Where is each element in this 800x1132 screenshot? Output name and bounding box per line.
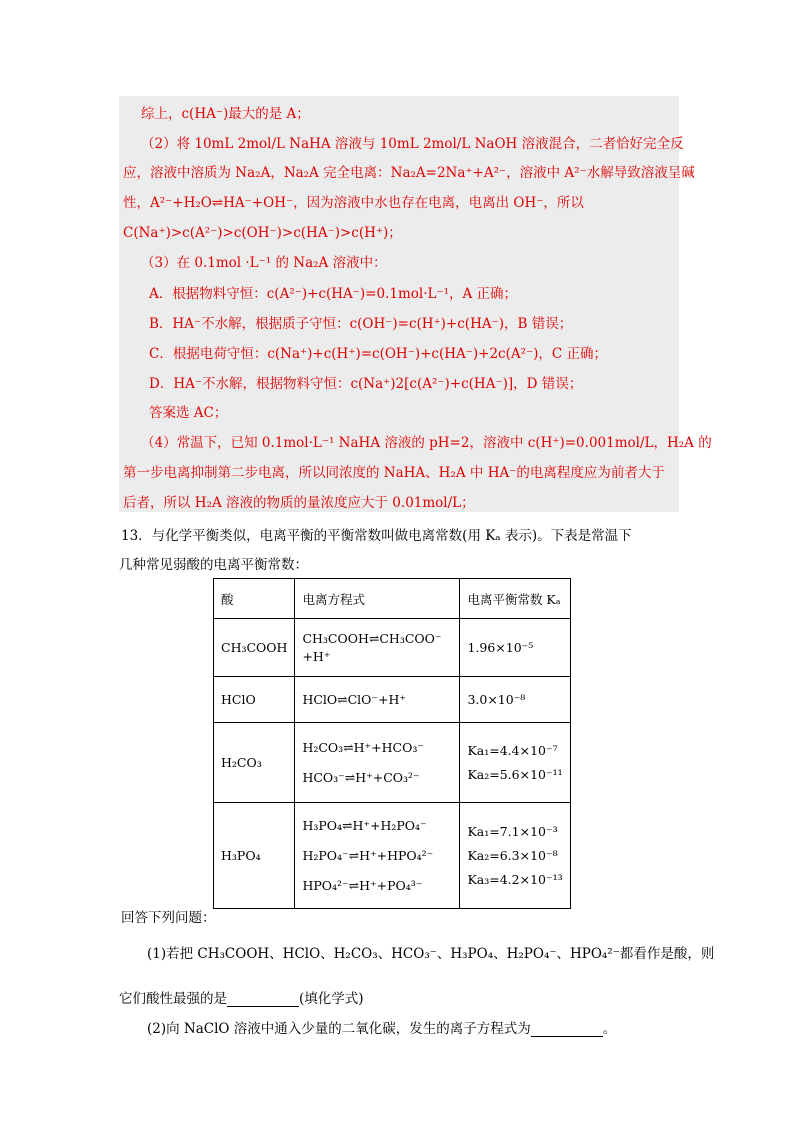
answer-line: C．根据电荷守恒：c(Na⁺)+c(H⁺)=c(OH⁻)+c(HA⁻)+2c(A²⁻)，C 正确； (149, 346, 608, 362)
equation-line: CH₃COOH⇌CH₃COO⁻ (302, 630, 442, 646)
equation-line: H₂CO₃⇌H⁺+HCO₃⁻ (302, 739, 424, 755)
equation-line: +H⁺ (302, 648, 331, 664)
sub-question-1-cont (119, 987, 364, 1007)
constant-line: Ka₁=4.4×10⁻⁷ (467, 742, 558, 758)
answer-blank-2[interactable] (531, 1022, 603, 1037)
constant-line: Ka₁=7.1×10⁻³ (467, 823, 558, 839)
sub-question-2-end: 。 (602, 1021, 617, 1037)
answer-line: 答案选 AC； (149, 405, 228, 421)
constant-line: Ka₂=6.3×10⁻⁸ (467, 847, 558, 863)
sub-question-1-text: 它们酸性最强的是 (119, 991, 227, 1007)
dissociation-constant-table (213, 578, 571, 909)
equation-line: H₂PO₄⁻⇌H⁺+HPO₄²⁻ (302, 847, 434, 863)
table-header-row (214, 579, 571, 619)
equation-line: H₃PO₄⇌H⁺+H₂PO₄⁻ (302, 817, 427, 833)
answer-line: （3）在 0.1mol ·L⁻¹ 的 Na₂A 溶液中： (141, 255, 387, 271)
constant-cell (460, 803, 570, 909)
constant-cell: 1.96×10⁻⁵ (460, 619, 570, 677)
sub-question-1: (1)若把 CH₃COOH、HClO、H₂CO₃、HCO₃⁻、H₃PO₄、H₂PO₄⁻、HPO₄²⁻都看作是酸，则 (147, 946, 715, 962)
answer-line: 性，A²⁻+H₂O⇌HA⁻+OH⁻，因为溶液中水也存在电离，电离出 OH⁻，所以 (123, 195, 584, 211)
acid-cell: H₃PO₄ (214, 803, 295, 909)
question-intro-cont: 几种常见弱酸的电离平衡常数： (119, 557, 308, 573)
answer-line: A．根据物料守恒：c(A²⁻)+c(HA⁻)=0.1mol·L⁻¹，A 正确； (149, 286, 518, 302)
answer-line: B．HA⁻不水解，根据质子守恒：c(OH⁻)=c(H⁺)+c(HA⁻)，B 错误； (149, 316, 573, 332)
answer-line: （2）将 10mL 2mol/L NaHA 溶液与 10mL 2mol/L NaOH 溶液混合，二者恰好完全反 (141, 136, 684, 152)
acid-cell: CH₃COOH (214, 619, 295, 677)
sub-question-2 (147, 1017, 616, 1037)
constant-line: Ka₃=4.2×10⁻¹³ (467, 871, 563, 887)
answer-line: 应，溶液中溶质为 Na₂A，Na₂A 完全电离：Na₂A=2Na⁺+A²⁻，溶液中 A²⁻水解导致溶液呈碱 (123, 165, 695, 181)
answer-line: D．HA⁻不水解，根据物料守恒：c(Na⁺)2[c(A²⁻)+c(HA⁻)]，D 错误； (149, 376, 583, 392)
equation-cell (295, 803, 460, 909)
answer-blank-1[interactable] (227, 992, 299, 1007)
constant-cell: 3.0×10⁻⁸ (460, 677, 570, 723)
table-row (214, 723, 571, 803)
equation-cell (295, 619, 460, 677)
constant-cell (460, 723, 570, 803)
equation-cell: HClO⇌ClO⁻+H⁺ (295, 677, 460, 723)
answer-line: 后者，所以 H₂A 溶液的物质的量浓度应大于 0.01mol/L； (123, 495, 475, 511)
question-intro: 13．与化学平衡类似，电离平衡的平衡常数叫做电离常数(用 Kₐ 表示)。下表是常温下 (121, 528, 632, 544)
answer-line: 第一步电离抑制第二步电离，所以同浓度的 NaHA、H₂A 中 HA⁻的电离程度应为前者大于 (123, 465, 665, 481)
answer-line: （4）常温下，已知 0.1mol·L⁻¹ NaHA 溶液的 pH=2，溶液中 c(H⁺)=0.001mol/L，H₂A 的 (141, 435, 712, 451)
header-acid: 酸 (214, 579, 295, 619)
answer-prompt: 回答下列问题： (121, 910, 216, 926)
table-row (214, 803, 571, 909)
header-equation: 电离方程式 (295, 579, 460, 619)
acid-cell: HClO (214, 677, 295, 723)
table-row (214, 619, 571, 677)
header-constant: 电离平衡常数 Kₐ (460, 579, 570, 619)
table-row (214, 677, 571, 723)
equation-cell (295, 723, 460, 803)
constant-line: Ka₂=5.6×10⁻¹¹ (467, 766, 563, 782)
equation-line: HCO₃⁻⇌H⁺+CO₃²⁻ (302, 769, 420, 785)
answer-line: 综上，c(HA⁻)最大的是 A； (141, 106, 310, 122)
sub-question-2-text: (2)向 NaClO 溶液中通入少量的二氧化碳，发生的离子方程式为 (147, 1021, 531, 1037)
acid-cell: H₂CO₃ (214, 723, 295, 803)
answer-explanation-block (119, 96, 712, 512)
equation-line: HPO₄²⁻⇌H⁺+PO₄³⁻ (302, 877, 423, 893)
answer-line: C(Na⁺)>c(A²⁻)>c(OH⁻)>c(HA⁻)>c(H⁺)； (123, 225, 402, 241)
sub-question-1-hint: (填化学式) (299, 991, 364, 1007)
